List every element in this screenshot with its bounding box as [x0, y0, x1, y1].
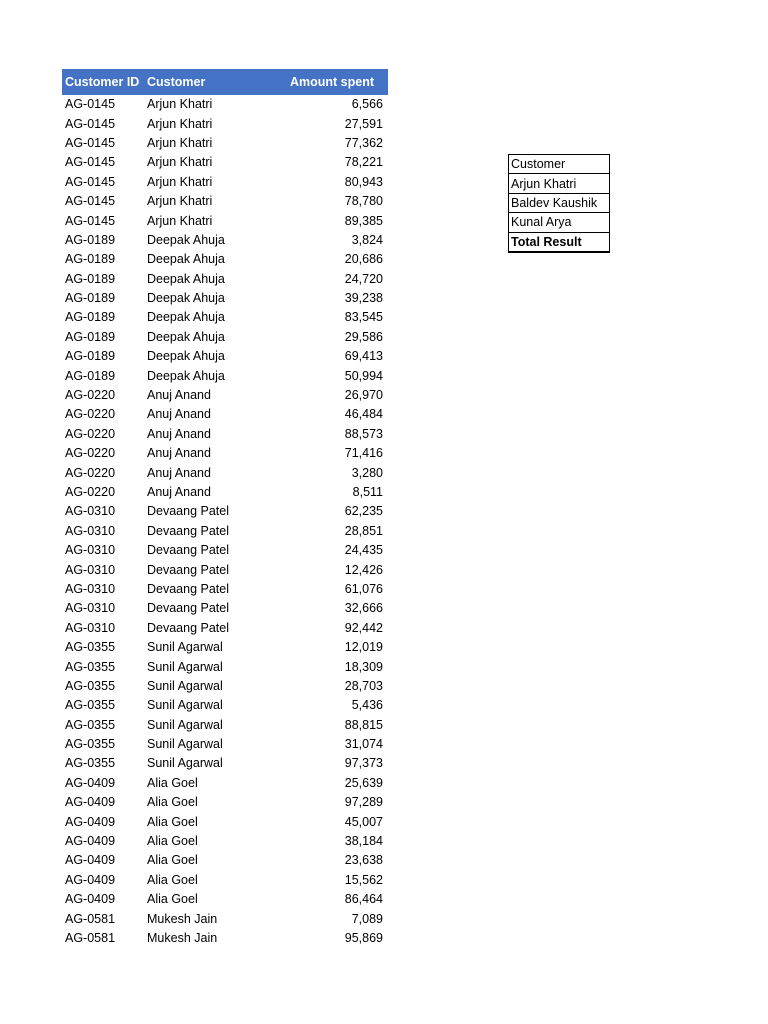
cell-customer-id[interactable]: AG-0145	[65, 213, 116, 228]
cell-customer[interactable]: Anuj Anand	[147, 465, 211, 480]
cell-amount[interactable]: 18,309	[344, 659, 383, 674]
cell-customer-id[interactable]: AG-0189	[65, 252, 116, 267]
cell-customer[interactable]: Sunil Agarwal	[147, 640, 223, 655]
cell-customer[interactable]: Sunil Agarwal	[147, 717, 223, 732]
cell-customer[interactable]: Anuj Anand	[147, 426, 211, 441]
cell-customer-id[interactable]: AG-0409	[65, 834, 116, 849]
cell-amount[interactable]: 50,994	[344, 368, 383, 383]
cell-amount[interactable]: 25,639	[344, 775, 383, 790]
cell-customer[interactable]: Anuj Anand	[147, 407, 211, 422]
cell-amount[interactable]: 83,545	[344, 310, 383, 325]
cell-customer-id[interactable]: AG-0189	[65, 271, 116, 286]
cell-customer[interactable]: Alia Goel	[147, 814, 198, 829]
cell-amount[interactable]: 15,562	[344, 872, 383, 887]
cell-customer[interactable]: Alia Goel	[147, 872, 198, 887]
cell-customer-id[interactable]: AG-0310	[65, 504, 116, 519]
cell-customer-id[interactable]: AG-0581	[65, 911, 116, 926]
customer-filter-table	[508, 154, 610, 253]
cell-customer[interactable]: Devaang Patel	[147, 620, 230, 635]
summary-row	[509, 193, 610, 212]
cell-amount[interactable]: 71,416	[344, 446, 383, 461]
cell-customer[interactable]: Devaang Patel	[147, 523, 230, 538]
cell-customer-id[interactable]: AG-0355	[65, 737, 116, 752]
cell-customer-id[interactable]: AG-0409	[65, 814, 116, 829]
table-row	[62, 114, 388, 133]
table-row	[62, 774, 388, 793]
header-customer[interactable]: Customer	[144, 69, 285, 95]
cell-customer-id[interactable]: AG-0220	[65, 485, 116, 499]
cell-amount[interactable]: 97,289	[344, 795, 383, 810]
cell-customer[interactable]: Arjun Khatri	[147, 135, 213, 150]
cell-customer[interactable]: Deepak Ahuja	[147, 368, 225, 383]
cell-customer[interactable]: Mukesh Jain	[147, 930, 218, 945]
cell-customer[interactable]: Arjun Khatri	[147, 194, 213, 209]
cell-amount[interactable]: 86,464	[344, 892, 383, 907]
cell-customer-id[interactable]: AG-0310	[65, 581, 116, 596]
cell-customer-id[interactable]: AG-0189	[65, 349, 116, 364]
cell-amount[interactable]: 46,484	[344, 407, 383, 422]
cell-customer[interactable]: Deepak Ahuja	[147, 291, 225, 306]
table-row	[62, 619, 388, 638]
cell-customer-id[interactable]: AG-0220	[65, 465, 116, 480]
cell-customer[interactable]: Mukesh Jain	[147, 911, 218, 926]
table-row	[62, 793, 388, 812]
cell-customer-id[interactable]: AG-0145	[65, 97, 116, 112]
cell-customer-id[interactable]: AG-0409	[65, 872, 116, 887]
cell-customer[interactable]: Deepak Ahuja	[147, 232, 225, 247]
cell-amount[interactable]: 77,362	[344, 135, 383, 150]
cell-customer[interactable]: Alia Goel	[147, 775, 198, 790]
table-row	[62, 250, 388, 269]
cell-customer[interactable]: Deepak Ahuja	[147, 252, 225, 267]
table-row	[62, 405, 388, 424]
cell-customer[interactable]: Sunil Agarwal	[147, 659, 223, 674]
cell-customer-id[interactable]: AG-0189	[65, 232, 116, 247]
table-row	[62, 522, 388, 541]
cell-customer-id[interactable]: AG-0145	[65, 116, 116, 131]
cell-amount[interactable]: 31,074	[344, 737, 383, 752]
cell-customer[interactable]: Devaang Patel	[147, 543, 230, 558]
cell-amount[interactable]: 27,591	[344, 116, 383, 131]
table-row	[62, 909, 388, 928]
table-row	[62, 483, 388, 502]
cell-amount[interactable]: 45,007	[344, 814, 383, 829]
table-row	[62, 929, 388, 948]
table-row	[62, 347, 388, 366]
cell-customer-id[interactable]: AG-0189	[65, 291, 116, 306]
cell-customer[interactable]: Devaang Patel	[147, 581, 230, 596]
table-row	[62, 366, 388, 385]
table-row	[62, 541, 388, 560]
cell-amount[interactable]: 5,436	[351, 698, 383, 713]
table-row	[62, 211, 388, 230]
table-row	[62, 560, 388, 579]
cell-customer[interactable]: Deepak Ahuja	[147, 329, 225, 344]
cell-customer-id[interactable]: AG-0355	[65, 678, 116, 693]
cell-customer-id[interactable]: AG-0409	[65, 892, 116, 907]
cell-customer-id[interactable]: AG-0220	[65, 407, 116, 422]
cell-customer[interactable]: Arjun Khatri	[147, 213, 213, 228]
table-row	[62, 134, 388, 153]
cell-customer-id[interactable]: AG-0310	[65, 620, 116, 635]
cell-amount[interactable]: 32,666	[344, 601, 383, 616]
cell-customer-id[interactable]: AG-0145	[65, 135, 116, 150]
table-row	[62, 832, 388, 851]
cell-amount[interactable]: 89,385	[344, 213, 383, 228]
cell-customer[interactable]: Arjun Khatri	[147, 97, 213, 112]
cell-amount[interactable]: 12,426	[344, 562, 383, 577]
cell-amount[interactable]: 3,824	[351, 232, 383, 247]
cell-amount[interactable]: 23,638	[344, 853, 383, 868]
table-row	[62, 270, 388, 289]
cell-amount[interactable]: 38,184	[344, 834, 383, 849]
table-row	[62, 638, 388, 657]
cell-customer-id[interactable]: AG-0355	[65, 717, 116, 732]
cell-amount[interactable]: 20,686	[344, 252, 383, 267]
table-body	[62, 95, 388, 948]
table-row	[62, 173, 388, 192]
table-row	[62, 754, 388, 773]
table-row	[62, 231, 388, 250]
table-row	[62, 599, 388, 618]
cell-amount[interactable]: 80,943	[344, 174, 383, 189]
cell-customer-id[interactable]: AG-0310	[65, 601, 116, 616]
cell-amount[interactable]: 78,221	[344, 155, 383, 170]
cell-amount[interactable]: 24,720	[344, 271, 383, 286]
cell-customer[interactable]: Sunil Agarwal	[147, 678, 223, 693]
cell-amount[interactable]: 92,442	[344, 620, 383, 635]
table-row	[62, 153, 388, 172]
cell-customer[interactable]: Alia Goel	[147, 853, 198, 868]
cell-customer-id[interactable]: AG-0145	[65, 155, 116, 170]
cell-amount[interactable]: 26,970	[344, 388, 383, 403]
cell-amount[interactable]: 8,511	[352, 485, 383, 499]
cell-customer[interactable]: Deepak Ahuja	[147, 349, 225, 364]
table-row	[62, 95, 388, 114]
cell-customer[interactable]: Devaang Patel	[147, 601, 230, 616]
cell-amount[interactable]: 3,280	[351, 465, 383, 480]
header-customer-id[interactable]: Customer ID	[62, 69, 144, 95]
summary-row	[509, 174, 610, 193]
cell-customer[interactable]: Sunil Agarwal	[147, 698, 223, 713]
cell-customer-id[interactable]: AG-0310	[65, 543, 116, 558]
table-row	[62, 851, 388, 870]
table-row	[62, 716, 388, 735]
cell-amount[interactable]: 7,089	[351, 911, 383, 926]
cell-amount[interactable]: 69,413	[344, 349, 383, 364]
cell-customer-id[interactable]: AG-0409	[65, 853, 116, 868]
cell-amount[interactable]: 24,435	[344, 543, 383, 558]
cell-amount[interactable]: 95,869	[344, 930, 383, 945]
cell-customer-id[interactable]: AG-0189	[65, 368, 116, 383]
table-row	[62, 328, 388, 347]
table-header-row	[62, 69, 388, 95]
cell-customer-id[interactable]: AG-0581	[65, 930, 116, 945]
cell-customer[interactable]: Devaang Patel	[147, 562, 230, 577]
cell-amount[interactable]: 97,373	[344, 756, 383, 771]
header-amount-spent[interactable]: Amount spent	[285, 69, 388, 95]
customer-amount-table	[62, 69, 388, 948]
cell-customer[interactable]: Alia Goel	[147, 892, 198, 907]
cell-customer[interactable]: Deepak Ahuja	[147, 310, 225, 325]
table-row	[62, 677, 388, 696]
cell-customer-id[interactable]: AG-0355	[65, 756, 116, 771]
cell-amount[interactable]: 88,573	[344, 426, 383, 441]
summary-total-row	[509, 232, 610, 252]
cell-customer-id[interactable]: AG-0145	[65, 174, 116, 189]
table-row	[62, 657, 388, 676]
cell-amount[interactable]: 88,815	[344, 717, 383, 732]
cell-amount[interactable]: 12,019	[344, 640, 383, 655]
table-row	[62, 444, 388, 463]
table-row	[62, 502, 388, 521]
cell-customer[interactable]: Sunil Agarwal	[147, 737, 223, 752]
cell-customer-id[interactable]: AG-0310	[65, 523, 116, 538]
cell-customer-id[interactable]: AG-0189	[65, 310, 116, 325]
table-row	[62, 386, 388, 405]
cell-amount[interactable]: 39,238	[344, 291, 383, 306]
summary-header-cell[interactable]: Customer	[509, 155, 610, 174]
table-row	[62, 871, 388, 890]
cell-amount[interactable]: 28,851	[344, 523, 383, 538]
table-row	[62, 463, 388, 482]
table-row	[62, 308, 388, 327]
table-row	[62, 192, 388, 211]
cell-customer[interactable]: Alia Goel	[147, 795, 198, 810]
summary-header-row	[509, 155, 610, 174]
cell-amount[interactable]: 78,780	[344, 194, 383, 209]
cell-customer-id[interactable]: AG-0189	[65, 329, 116, 344]
cell-customer-id[interactable]: AG-0409	[65, 775, 116, 790]
cell-amount[interactable]: 28,703	[344, 678, 383, 693]
cell-customer[interactable]: Sunil Agarwal	[147, 756, 223, 771]
cell-customer-id[interactable]: AG-0355	[65, 659, 116, 674]
cell-amount[interactable]: 61,076	[344, 581, 383, 596]
cell-customer-id[interactable]: AG-0355	[65, 640, 116, 655]
cell-customer-id[interactable]: AG-0220	[65, 388, 116, 403]
cell-customer[interactable]: Anuj Anand	[147, 446, 211, 461]
table-row	[62, 890, 388, 909]
table-row	[62, 735, 388, 754]
table-row	[62, 425, 388, 444]
cell-customer[interactable]: Anuj Anand	[147, 388, 211, 403]
cell-customer-id[interactable]: AG-0220	[65, 446, 116, 461]
cell-customer-id[interactable]: AG-0409	[65, 795, 116, 810]
table-row	[62, 289, 388, 308]
cell-customer[interactable]: Alia Goel	[147, 834, 198, 849]
cell-customer[interactable]: Deepak Ahuja	[147, 271, 225, 286]
cell-amount[interactable]: 62,235	[344, 504, 383, 519]
table-row	[62, 696, 388, 715]
summary-total-cell[interactable]: Total Result	[509, 232, 610, 252]
cell-customer[interactable]: Devaang Patel	[147, 504, 230, 519]
table-row	[62, 812, 388, 831]
cell-customer-id[interactable]: AG-0355	[65, 698, 116, 713]
cell-customer[interactable]: Arjun Khatri	[147, 155, 213, 170]
cell-customer[interactable]: Arjun Khatri	[147, 116, 213, 131]
summary-cell[interactable]: Baldev Kaushik	[509, 193, 610, 212]
cell-customer[interactable]: Arjun Khatri	[147, 174, 213, 189]
cell-customer-id[interactable]: AG-0145	[65, 194, 116, 209]
summary-row	[509, 213, 610, 232]
summary-cell[interactable]: Kunal Arya	[509, 213, 610, 232]
table-row	[62, 580, 388, 599]
cell-amount[interactable]: 6,566	[351, 97, 383, 112]
cell-customer-id[interactable]: AG-0220	[65, 426, 116, 441]
summary-cell[interactable]: Arjun Khatri	[509, 174, 610, 193]
cell-customer[interactable]: Anuj Anand	[147, 485, 211, 499]
cell-customer-id[interactable]: AG-0310	[65, 562, 116, 577]
cell-amount[interactable]: 29,586	[344, 329, 383, 344]
